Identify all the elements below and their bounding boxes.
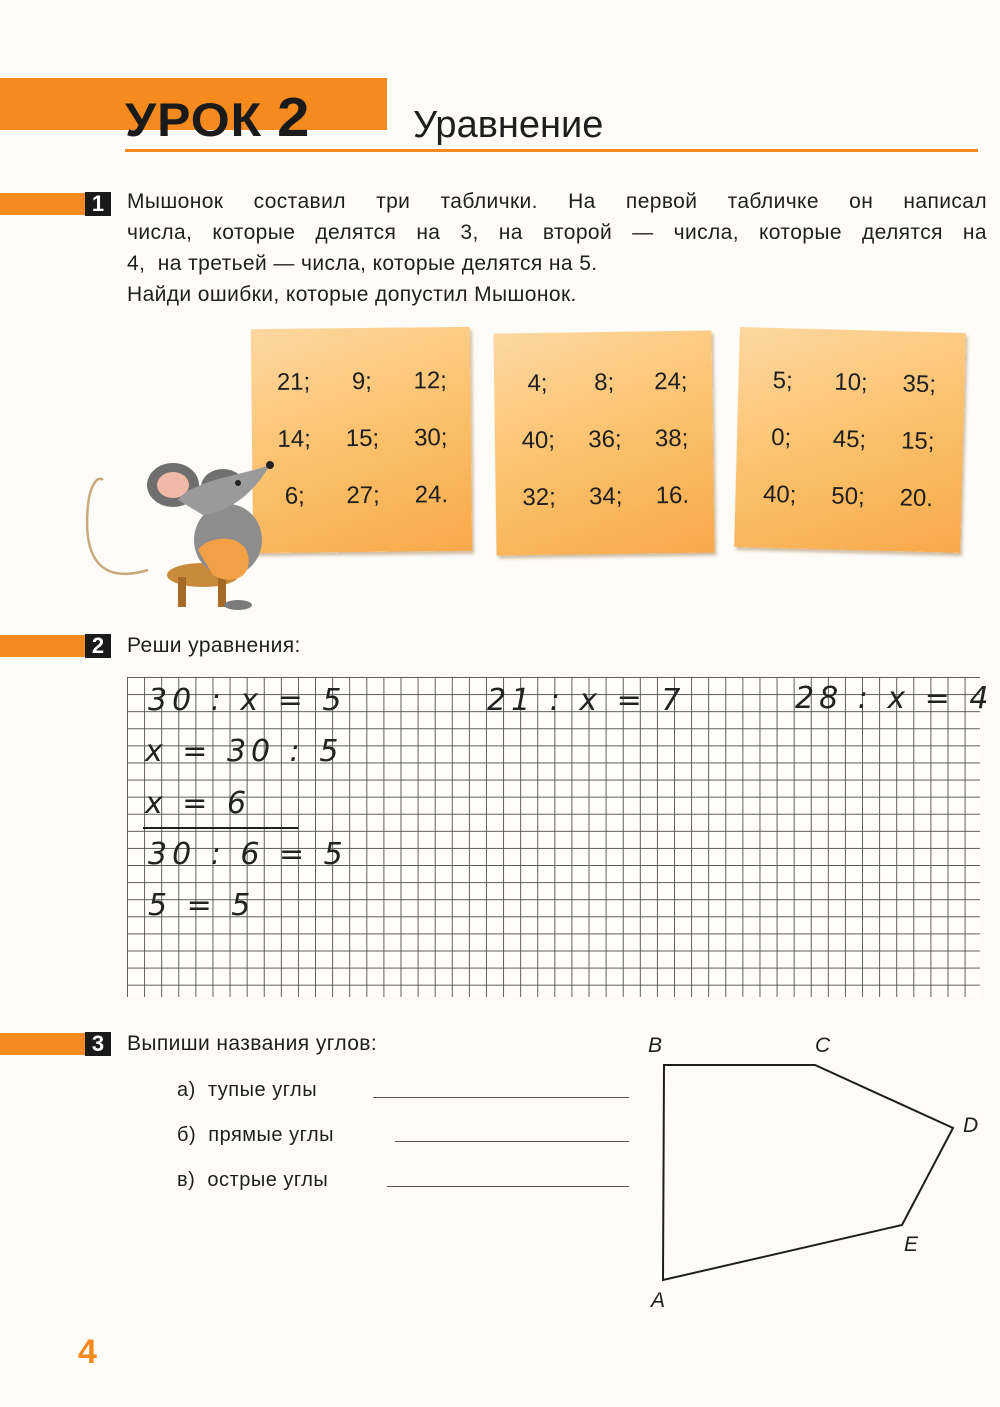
solution-check-2: 5 = 5 bbox=[148, 888, 256, 923]
equation-2: 21 : x = 7 bbox=[487, 683, 686, 718]
header-underline bbox=[125, 149, 978, 152]
right-angles-answer-line[interactable] bbox=[395, 1141, 629, 1142]
card-number: 34; bbox=[588, 482, 623, 511]
lesson-label: УРОК 2 bbox=[125, 86, 311, 149]
card-number: 21; bbox=[276, 368, 311, 396]
mouse-foot bbox=[224, 600, 252, 610]
card-number: 38; bbox=[654, 424, 689, 453]
card-number: 16. bbox=[655, 481, 690, 510]
solution-line-3: x = 6 bbox=[145, 786, 252, 821]
solution-line-1: 30 : x = 5 bbox=[148, 683, 347, 718]
card-number: 35; bbox=[902, 370, 937, 399]
card-number: 12; bbox=[413, 367, 448, 395]
lesson-number: 2 bbox=[277, 86, 311, 149]
mouse-nose bbox=[266, 461, 274, 469]
card-number: 15; bbox=[345, 424, 380, 453]
task1-line-1: Мышонок составил три таблички. На первой табличке он написал bbox=[127, 190, 987, 213]
point-label-c: C bbox=[815, 1034, 831, 1057]
card-number: 5; bbox=[772, 366, 794, 395]
card-number: 8; bbox=[593, 368, 615, 397]
card-number: 36; bbox=[588, 425, 622, 454]
page-number: 4 bbox=[78, 1333, 97, 1371]
task2-prompt: Реши уравнения: bbox=[127, 634, 301, 657]
task1-line-3: 4, на третьей — числа, которые делятся на 5. bbox=[127, 252, 598, 275]
card-number: 4; bbox=[527, 369, 548, 398]
card-number: 40; bbox=[521, 426, 556, 455]
mouse-tail bbox=[87, 479, 148, 574]
acute-angles-answer-line[interactable] bbox=[387, 1186, 629, 1187]
acute-angles-label: в) острые углы bbox=[177, 1169, 329, 1191]
solution-line-2: x = 30 : 5 bbox=[145, 734, 344, 769]
point-label-d: D bbox=[963, 1114, 979, 1137]
point-label-a: A bbox=[651, 1289, 666, 1312]
obtuse-angles-answer-line[interactable] bbox=[373, 1097, 629, 1098]
obtuse-angles-label: а) тупые углы bbox=[177, 1079, 318, 1101]
card-number: 0; bbox=[770, 423, 792, 452]
card-number: 14; bbox=[277, 425, 311, 453]
card-number: 27; bbox=[346, 481, 380, 510]
page-title: Уравнение bbox=[413, 104, 604, 146]
card-number: 40; bbox=[762, 480, 797, 509]
card-number: 50; bbox=[830, 482, 866, 511]
card-number: 10; bbox=[833, 368, 869, 397]
card-number: 9; bbox=[351, 367, 373, 396]
number-card-3 bbox=[251, 327, 472, 553]
mouse-eye bbox=[235, 480, 241, 486]
card-number: 6; bbox=[284, 482, 305, 510]
point-label-e: E bbox=[904, 1233, 919, 1256]
task3-number: 3 bbox=[85, 1032, 111, 1056]
number-card-5 bbox=[734, 327, 966, 553]
card-number: 15; bbox=[900, 427, 935, 456]
card-number: 24; bbox=[653, 367, 688, 396]
solution-divider bbox=[143, 827, 298, 829]
solution-check-1: 30 : 6 = 5 bbox=[148, 837, 348, 872]
card-number: 20. bbox=[899, 484, 934, 513]
pentagon-figure bbox=[640, 1030, 990, 1320]
task1-line-4: Найди ошибки, которые допустил Мышонок. bbox=[127, 283, 577, 306]
card-number: 45; bbox=[832, 425, 867, 454]
stool-leg bbox=[218, 577, 226, 607]
number-card-4 bbox=[493, 330, 714, 555]
task2-number: 2 bbox=[85, 634, 111, 658]
equation-3: 28 : x = 4 bbox=[795, 681, 994, 716]
card-number: 32; bbox=[522, 483, 556, 512]
task1-number: 1 bbox=[85, 192, 111, 216]
right-angles-label: б) прямые углы bbox=[177, 1124, 335, 1146]
mouse-illustration bbox=[78, 445, 278, 615]
point-label-b: B bbox=[648, 1034, 663, 1057]
task1-text bbox=[127, 186, 987, 310]
task3-prompt: Выпиши названия углов: bbox=[127, 1032, 378, 1055]
card-number: 24. bbox=[414, 481, 449, 509]
stool-leg bbox=[178, 577, 186, 607]
card-number: 30; bbox=[413, 424, 448, 452]
task1-line-2: числа, которые делятся на 3, на второй — числа, которые делятся на bbox=[127, 221, 987, 244]
